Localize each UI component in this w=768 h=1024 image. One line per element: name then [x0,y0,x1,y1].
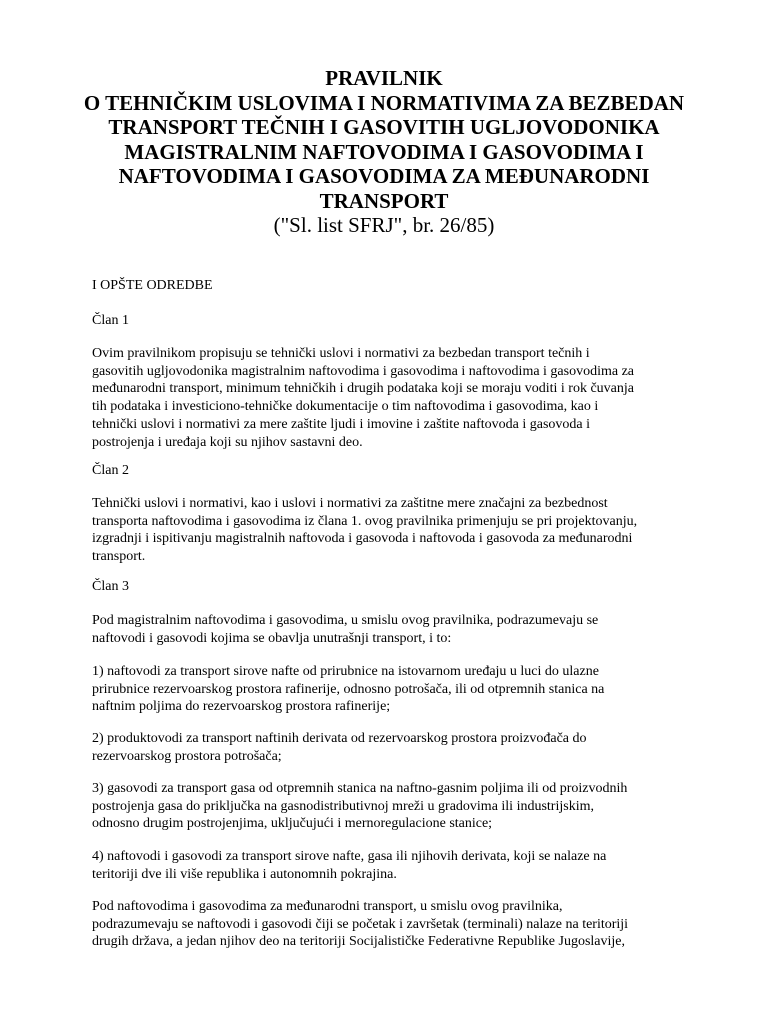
article-heading-text: Član 3 [92,579,129,594]
paragraph-line: teritoriji dve ili više republika i autonomnih pokrajina. [92,866,397,882]
article-heading-text: Član 1 [92,313,129,328]
article-3-item-1 [92,663,708,716]
paragraph-line: drugih država, a jedan njihov deo na teritoriji Socijalističke Federativne Republike Jugoslavije, [92,934,626,950]
article-3-item-2 [92,730,708,765]
article-3-intro [92,612,708,647]
paragraph-line: naftnim poljima do rezervoarskog prostora rafinerije; [92,699,391,715]
paragraph-line: transport. [92,549,146,565]
title-line: O TEHNIČKIM USLOVIMA I NORMATIVIMA ZA BEZBEDAN [83,90,685,115]
paragraph-line: prirubnice rezervoarskog prostora rafinerije, odnosno potrošača, ili od otpremnih stanica na [92,681,605,697]
paragraph-line: naftovodi i gasovodi kojima se obavlja unutrašnji transport, i to: [92,630,452,646]
paragraph-line: Tehnički uslovi i normativi, kao i uslovi i normativi za zaštitne mere značajni za bezbednost [92,496,608,511]
paragraph-line: postrojenja gasa do priključka na gasnodistributivnoj mreži u gradovima ili industrijskim, [92,798,594,814]
paragraph-line: međunarodni transport, minimum tehničkih i drugih podataka koji se moraju voditi i rok čuvanja [92,381,635,397]
paragraph-line: 2) produktovodi za transport naftinih derivata od rezervoarskog prostora proizvođača do [92,731,587,746]
title-line: PRAVILNIK [325,66,443,90]
paragraph-line: postrojenja i uređaja koji su njihov sastavni deo. [92,434,363,450]
article-heading-text: Član 2 [92,463,129,478]
paragraph-line: gasovitih ugljovodonika magistralnim naftovodima i gasovodima i naftovodima i gasovodima za [92,363,635,379]
paragraph-line: podrazumevaju se naftovodi i gasovodi čiji se početak i završetak (terminali) nalaze na teritoriji [92,916,629,932]
section-heading-text: I OPŠTE ODREDBE [92,278,213,293]
article-2-heading [92,462,708,480]
paragraph-line: Pod magistralnim naftovodima i gasovodima, u smislu ovog pravilnika, podrazumevaju se [92,613,599,628]
paragraph-line: tehnički uslovi i normativi za mere zaštite ljudi i imovine i zaštite naftovoda i gasovoda i [92,416,591,432]
title-line: TRANSPORT TEČNIH I GASOVITIH UGLJOVODONIKA [108,115,660,139]
paragraph-line: 1) naftovodi za transport sirove nafte od prirubnice na istovarnom uređaju u luci do ulazne [92,664,599,679]
article-3-item-3 [92,780,708,833]
article-2-paragraph [92,495,708,566]
document-title [60,66,708,238]
title-line: MAGISTRALNIM NAFTOVODIMA I GASOVODIMA I [124,139,644,164]
article-1-paragraph [92,345,708,451]
paragraph-line: izgradnji i ispitivanju magistralnih naftovoda i gasovoda i naftovoda i gasovoda za međunarodni [92,531,633,547]
paragraph-line: tih podataka i investiciono-tehničke dokumentacije o tim naftovodima i gasovodima, kao i [92,399,599,415]
paragraph-line: 4) naftovodi i gasovodi za transport sirove nafte, gasa ili njihovih derivata, koji se nalaze na [92,849,607,864]
article-1-heading [92,312,708,330]
paragraph-line: transporta naftovodima i gasovodima iz člana 1. ovog pravilnika primenjuju se pri projektovanju, [92,513,638,529]
paragraph-line: 3) gasovodi za transport gasa od otpremnih stanica na naftno-gasnim poljima ili od proizvodnih [92,781,628,796]
section-heading [92,277,708,295]
article-3-heading [92,578,708,596]
article-3-item-4 [92,848,708,883]
paragraph-line: Ovim pravilnikom propisuju se tehnički uslovi i normativi za bezbedan transport tečnih i [92,346,590,361]
paragraph-line: odnosno drugim postrojenjima, uključujući i mernoregulacione stanice; [92,816,493,832]
title-line: NAFTOVODIMA I GASOVODIMA ZA MEĐUNARODNI [118,164,650,188]
gazette-reference: ("Sl. list SFRJ", br. 26/85) [273,213,495,237]
paragraph-line: rezervoarskog prostora potrošača; [92,748,282,764]
title-line: TRANSPORT [319,188,449,213]
article-3-closing [92,898,708,951]
paragraph-line: Pod naftovodima i gasovodima za međunarodni transport, u smislu ovog pravilnika, [92,899,563,914]
